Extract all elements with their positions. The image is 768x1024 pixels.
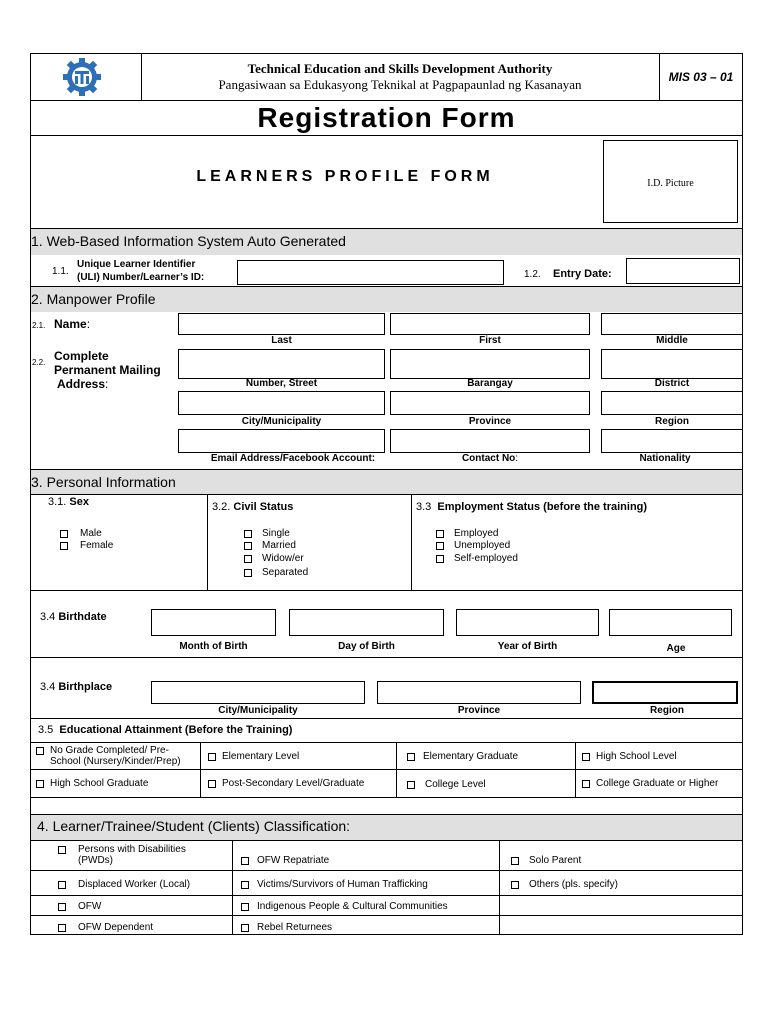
birthplace-city-input[interactable] bbox=[151, 681, 365, 704]
address-number: 2.2. bbox=[32, 358, 46, 367]
classification-divider-2 bbox=[499, 841, 500, 935]
form-subtitle: LEARNERS PROFILE FORM bbox=[196, 168, 494, 185]
first-name-label: First bbox=[479, 335, 501, 346]
barangay-input[interactable] bbox=[390, 349, 590, 379]
middle-name-input[interactable] bbox=[601, 313, 743, 335]
sex-female-checkbox[interactable]: Female bbox=[60, 540, 113, 552]
education-grid-midline bbox=[30, 769, 743, 770]
province-input[interactable] bbox=[390, 391, 590, 415]
classification-row-line-3 bbox=[30, 915, 743, 916]
checkbox-icon bbox=[244, 530, 252, 538]
edu-high-school-graduate-checkbox[interactable]: High School Graduate bbox=[36, 778, 148, 790]
birthplace-province-label: Province bbox=[457, 705, 501, 716]
last-name-label: Last bbox=[271, 335, 292, 346]
uli-number: 1.1. bbox=[52, 266, 69, 277]
district-label: District bbox=[654, 378, 690, 389]
entry-date-label: Entry Date: bbox=[553, 268, 612, 280]
class-rebel-returnees-checkbox[interactable]: Rebel Returnees bbox=[241, 922, 332, 934]
first-name-input[interactable] bbox=[390, 313, 590, 335]
checkbox-icon bbox=[241, 924, 249, 932]
section3-heading: 3. Personal Information bbox=[31, 474, 176, 490]
birthplace-region-label: Region bbox=[650, 705, 684, 716]
age-input[interactable] bbox=[609, 609, 732, 636]
city-label: City/Municipality bbox=[241, 416, 322, 427]
classification-row-line-1 bbox=[30, 870, 743, 871]
emp-employed-checkbox[interactable]: Employed bbox=[436, 528, 498, 540]
contact-input[interactable] bbox=[390, 429, 590, 453]
civil-married-checkbox[interactable]: Married bbox=[244, 540, 296, 552]
status-divider-1 bbox=[207, 495, 208, 591]
contact-label: Contact No: bbox=[461, 453, 519, 464]
age-label: Age bbox=[666, 643, 686, 654]
education-divider-3 bbox=[575, 742, 576, 798]
uli-label-2: (ULI) Number/Learner’s ID: bbox=[77, 272, 205, 283]
checkbox-icon bbox=[58, 903, 66, 911]
region-input[interactable] bbox=[601, 391, 743, 415]
city-input[interactable] bbox=[178, 391, 385, 415]
uli-label-1: Unique Learner Identifier bbox=[77, 259, 196, 270]
classification-divider-1 bbox=[232, 841, 233, 935]
birth-year-label: Year of Birth bbox=[497, 641, 558, 652]
checkbox-icon bbox=[436, 542, 444, 550]
checkbox-icon bbox=[407, 781, 415, 789]
email-label: Email Address/Facebook Account: bbox=[210, 453, 376, 464]
education-divider-1 bbox=[200, 742, 201, 798]
edu-college-level-checkbox[interactable]: College Level bbox=[407, 779, 486, 791]
section4-heading: 4. Learner/Trainee/Student (Clients) Classification: bbox=[37, 818, 351, 834]
checkbox-icon bbox=[436, 555, 444, 563]
name-label: Name: bbox=[54, 317, 91, 331]
birthdate-label: 3.4 Birthdate bbox=[40, 611, 107, 623]
checkbox-icon bbox=[244, 555, 252, 563]
name-number: 2.1. bbox=[32, 321, 46, 330]
barangay-label: Barangay bbox=[467, 378, 513, 389]
checkbox-icon bbox=[58, 846, 66, 854]
class-others-checkbox[interactable]: Others (pls. specify) bbox=[511, 879, 618, 891]
entry-date-input[interactable] bbox=[626, 258, 740, 284]
street-label: Number, Street bbox=[245, 378, 318, 389]
birth-day-input[interactable] bbox=[289, 609, 444, 636]
class-ofw-dependent-checkbox[interactable]: OFW Dependent bbox=[58, 922, 153, 934]
last-name-input[interactable] bbox=[178, 313, 385, 335]
birth-year-input[interactable] bbox=[456, 609, 599, 636]
class-displaced-worker-checkbox[interactable]: Displaced Worker (Local) bbox=[58, 879, 190, 891]
status-divider-2 bbox=[411, 495, 412, 591]
checkbox-icon bbox=[244, 569, 252, 577]
birthplace-city-label: City/Municipality bbox=[218, 705, 298, 716]
street-input[interactable] bbox=[178, 349, 385, 379]
checkbox-icon bbox=[407, 753, 415, 761]
checkbox-icon bbox=[582, 780, 590, 788]
class-ofw-repatriate-checkbox[interactable]: OFW Repatriate bbox=[241, 855, 329, 867]
id-picture-label: I.D. Picture bbox=[647, 178, 694, 189]
address-label-3: Address: bbox=[57, 377, 109, 391]
checkbox-icon bbox=[241, 881, 249, 889]
checkbox-icon bbox=[436, 530, 444, 538]
class-indigenous-checkbox[interactable]: Indigenous People & Cultural Communities bbox=[241, 901, 448, 913]
class-trafficking-victims-checkbox[interactable]: Victims/Survivors of Human Trafficking bbox=[241, 879, 428, 891]
education-divider-2 bbox=[396, 742, 397, 798]
sex-label: 3.1. Sex bbox=[48, 496, 89, 508]
checkbox-icon bbox=[58, 924, 66, 932]
class-pwd-checkbox[interactable]: Persons with Disabilities (PWDs) bbox=[58, 844, 186, 866]
agency-name-tagalog: Pangasiwaan sa Edukasyong Teknikal at Pagpapaunlad ng Kasanayan bbox=[218, 77, 582, 92]
birth-day-label: Day of Birth bbox=[338, 641, 395, 652]
edu-college-graduate-checkbox[interactable]: College Graduate or Higher bbox=[582, 778, 718, 790]
class-ofw-checkbox[interactable]: OFW bbox=[58, 901, 101, 913]
education-footer-row bbox=[30, 797, 743, 814]
civil-single-checkbox[interactable]: Single bbox=[244, 528, 290, 540]
tesda-gear-logo-icon bbox=[60, 56, 104, 98]
checkbox-icon bbox=[60, 530, 68, 538]
classification-row-line-2 bbox=[30, 895, 743, 896]
checkbox-icon bbox=[58, 881, 66, 889]
emp-self-employed-checkbox[interactable]: Self-employed bbox=[436, 553, 518, 565]
civil-separated-checkbox[interactable]: Separated bbox=[244, 567, 308, 579]
page-title: Registration Form bbox=[257, 102, 516, 133]
middle-name-label: Middle bbox=[656, 335, 688, 346]
uli-input[interactable] bbox=[237, 260, 504, 285]
edu-post-secondary-checkbox[interactable]: Post-Secondary Level/Graduate bbox=[208, 778, 364, 790]
civil-status-label: 3.2. Civil Status bbox=[212, 501, 294, 513]
address-label-2: Permanent Mailing bbox=[54, 363, 161, 377]
emp-unemployed-checkbox[interactable]: Unemployed bbox=[436, 540, 510, 552]
agency-name: Technical Education and Skills Development Authority bbox=[247, 61, 553, 76]
checkbox-icon bbox=[582, 753, 590, 761]
district-input[interactable] bbox=[601, 349, 743, 379]
region-label: Region bbox=[655, 416, 689, 427]
section2-heading: 2. Manpower Profile bbox=[31, 291, 156, 307]
checkbox-icon bbox=[511, 881, 519, 889]
birthplace-province-input[interactable] bbox=[377, 681, 581, 704]
address-label-1: Complete bbox=[54, 349, 109, 363]
edu-elementary-level-checkbox[interactable]: Elementary Level bbox=[208, 751, 299, 763]
checkbox-icon bbox=[241, 903, 249, 911]
birthplace-region-input[interactable] bbox=[592, 681, 738, 704]
birthplace-label: 3.4 Birthplace bbox=[40, 681, 113, 693]
education-label: 3.5 Educational Attainment (Before the Training) bbox=[38, 724, 293, 736]
civil-widow-checkbox[interactable]: Widow/er bbox=[244, 553, 304, 565]
checkbox-icon bbox=[208, 753, 216, 761]
birth-month-input[interactable] bbox=[151, 609, 276, 636]
province-label: Province bbox=[468, 416, 512, 427]
employment-status-label: 3.3 Employment Status (before the training) bbox=[416, 501, 648, 513]
birth-month-label: Month of Birth bbox=[179, 641, 248, 652]
entry-date-number: 1.2. bbox=[524, 269, 541, 280]
checkbox-icon bbox=[60, 542, 68, 550]
form-code: MIS 03 – 01 bbox=[668, 70, 734, 84]
edu-no-grade-checkbox[interactable]: No Grade Completed/ Pre- School (Nursery/Kinder/Prep) bbox=[36, 745, 181, 767]
edu-high-school-level-checkbox[interactable]: High School Level bbox=[582, 751, 677, 763]
checkbox-icon bbox=[36, 780, 44, 788]
checkbox-icon bbox=[36, 747, 44, 755]
sex-male-checkbox[interactable]: Male bbox=[60, 528, 102, 540]
checkbox-icon bbox=[244, 542, 252, 550]
section1-heading: 1. Web-Based Information System Auto Generated bbox=[31, 233, 346, 249]
checkbox-icon bbox=[241, 857, 249, 865]
nationality-label: Nationality bbox=[639, 453, 691, 464]
class-solo-parent-checkbox[interactable]: Solo Parent bbox=[511, 855, 581, 867]
checkbox-icon bbox=[511, 857, 519, 865]
nationality-input[interactable] bbox=[601, 429, 743, 453]
email-input[interactable] bbox=[178, 429, 385, 453]
edu-elementary-graduate-checkbox[interactable]: Elementary Graduate bbox=[407, 751, 518, 763]
checkbox-icon bbox=[208, 780, 216, 788]
